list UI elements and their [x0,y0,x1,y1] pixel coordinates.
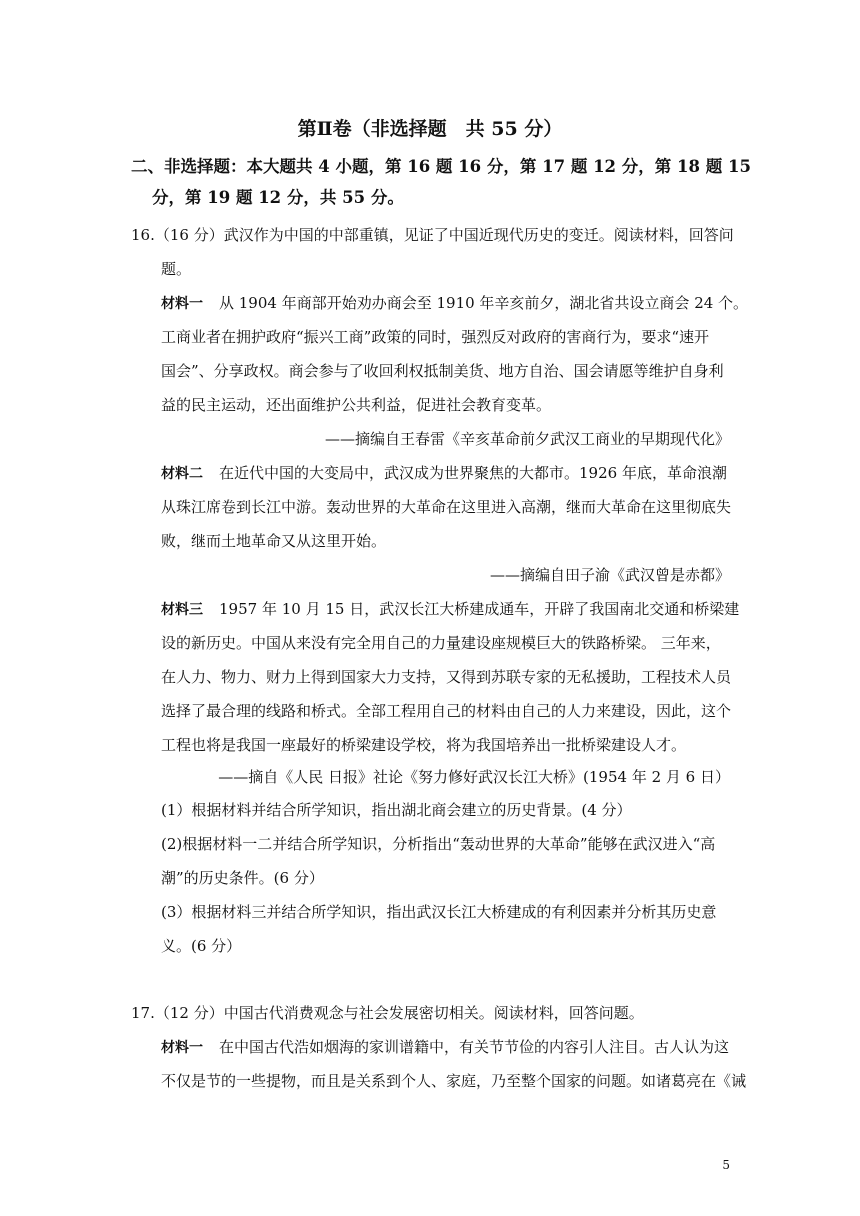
q16-material1-text1: 从 1904 年商部开始劝办商会至 1910 年辛亥前夕，湖北省共设立商会 24 个。 [219,294,749,312]
q17-material1-line2: 不仅是节的一些提物，而且是关系到个人、家庭，乃至整个国家的问题。如诸葛亮在《诫 [161,1072,747,1090]
q17-material1-text1: 在中国古代浩如烟海的家训谱籍中，有关节节俭的内容引人注目。古人认为这 [219,1038,730,1056]
q16-material3-source: ——摘自《人民 日报》社论《努力修好武汉长江大桥》(1954 年 2 月 6 日） [218,768,730,786]
q16-intro-line1: 16.（16 分）武汉作为中国的中部重镇，见证了中国近现代历史的变迁。阅读材料，回答问 [131,226,734,244]
q16-material2-source: ——摘编自田子渝《武汉曾是赤都》 [489,566,730,584]
q16-material2-line1 [161,463,727,484]
q16-material1-line2: 工商业者在拥护政府“振兴工商”政策的同时，强烈反对政府的害商行为，要求“速开 [161,328,710,346]
q16-subquestion3-line1: (3）根据材料三并结合所学知识，指出武汉长江大桥建成的有利因素并分析其历史意 [161,903,717,921]
q16-subquestion2-line2: 潮”的历史条件。(6 分） [161,869,324,887]
page-number: 5 [722,1158,730,1172]
q16-material1-line4: 益的民主运动，还出面维护公共利益，促进社会教育变革。 [161,396,552,414]
section-heading-line1: 二、非选择题：本大题共 4 小题，第 16 题 16 分，第 17 题 12 分，第 18 题 15 [131,157,751,176]
q16-subquestion3-line2: 义。(6 分） [161,937,242,955]
q16-material2-line2: 从珠江席卷到长江中游。轰动世界的大革命在这里进入高潮，继而大革命在这里彻底失 [161,498,732,516]
paper-title: 第Ⅱ卷（非选择题 共 55 分） [297,118,563,140]
q16-material1-line3: 国会”、分享政权。商会参与了收回利权抵制美货、地方自治、国会请愿等维护自身利 [161,362,724,380]
q16-subquestion1: (1）根据材料并结合所学知识，指出湖北商会建立的历史背景。(4 分） [161,801,632,819]
q17-material1-label: 材料一 [161,1040,203,1056]
q16-material3-line1 [161,599,739,620]
q16-material3-label: 材料三 [161,602,203,618]
q16-material3-line4: 选择了最合理的线路和桥式。全部工程用自己的材料由自己的人力来建设，因此，这个 [161,702,732,720]
q16-material3-line5: 工程也将是我国一座最好的桥梁建设学校，将为我国培养出一批桥梁建设人才。 [161,736,687,754]
q16-material1-line1 [161,293,748,314]
q16-material1-label: 材料一 [161,296,203,312]
q16-material3-text1: 1957 年 10 月 15 日，武汉长江大桥建成通车，开辟了我国南北交通和桥梁建 [219,600,740,618]
q16-material2-line3: 败，继而土地革命又从这里开始。 [161,532,387,550]
q16-material2-label: 材料二 [161,466,203,482]
q17-intro: 17.（12 分）中国古代消费观念与社会发展密切相关。阅读材料，回答问题。 [131,1004,644,1022]
q16-material3-line3: 在人力、物力、财力上得到国家大力支持，又得到苏联专家的无私援助，工程技术人员 [161,668,732,686]
section-heading-line2: 分，第 19 题 12 分，共 55 分。 [152,188,404,207]
q16-subquestion2-line1: (2)根据材料一二并结合所学知识，分析指出“轰动世界的大革命”能够在武汉进入“高 [161,835,716,853]
q16-material3-line2: 设的新历史。中国从来没有完全用自己的力量建设座规模巨大的铁路桥梁。 三年来， [161,634,721,652]
q16-material1-source: ——摘编自王春雷《辛亥革命前夕武汉工商业的早期现代化》 [324,430,730,448]
q17-material1-line1 [161,1037,729,1058]
q16-material2-text1: 在近代中国的大变局中，武汉成为世界聚焦的大都市。1926 年底，革命浪潮 [219,464,727,482]
q16-intro-line2: 题。 [161,260,192,278]
